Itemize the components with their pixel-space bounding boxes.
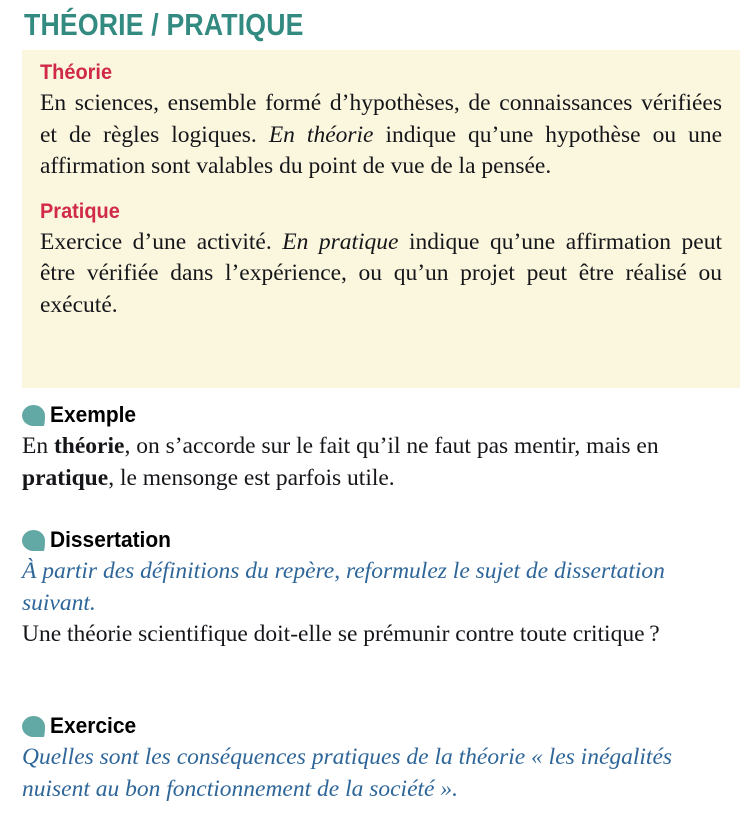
definition-term-theorie: Théorie [40,61,113,84]
definition-text-theorie: En sciences, ensemble formé d’hypothèses, de connaissances vérifiées et de règles logiques. En théorie indique qu’une hypothèse ou une affirmation sont valables du point de vue de la pensée. [40,90,723,179]
leaf-bullet-icon [22,716,45,737]
instruction-text-dissertation: À partir des définitions du repère, reformulez le sujet de dissertation suivant. [22,558,665,616]
subheading-label-dissertation: Dissertation [50,527,171,552]
body-text-exemple: En théorie, on s’accorde sur le fait qu’il ne faut pas mentir, mais en pratique, le mensonge est parfois utile. [22,433,659,491]
definition-term-pratique: Pratique [40,199,120,223]
subheading-exemple [22,402,744,428]
subheading-dissertation [22,527,744,553]
leaf-bullet-icon [22,405,45,426]
definition-box [22,50,740,388]
definition-text-pratique: Exercice d’une activité. En pratique indique qu’une affirmation peut être vérifiée dans l’expérience, ou qu’un projet peut être réalisé ou exécuté. [40,228,722,318]
subheading-label-exemple: Exemple [50,402,137,427]
body-text-dissertation: Une théorie scientifique doit-elle se prémunir contre toute critique ? [22,621,660,647]
block-exercice [22,713,744,805]
page-title: THÉORIE / PRATIQUE [24,7,304,42]
instruction-text-exercice: Quelles sont les conséquences pratiques de la théorie « les inégalités nuisent au bon fonctionnement de la société ». [22,744,673,802]
subheading-exercice [22,713,744,739]
block-exemple [22,402,744,494]
subheading-label-exercice: Exercice [50,713,137,738]
leaf-bullet-icon [22,530,45,551]
block-dissertation [22,527,744,651]
